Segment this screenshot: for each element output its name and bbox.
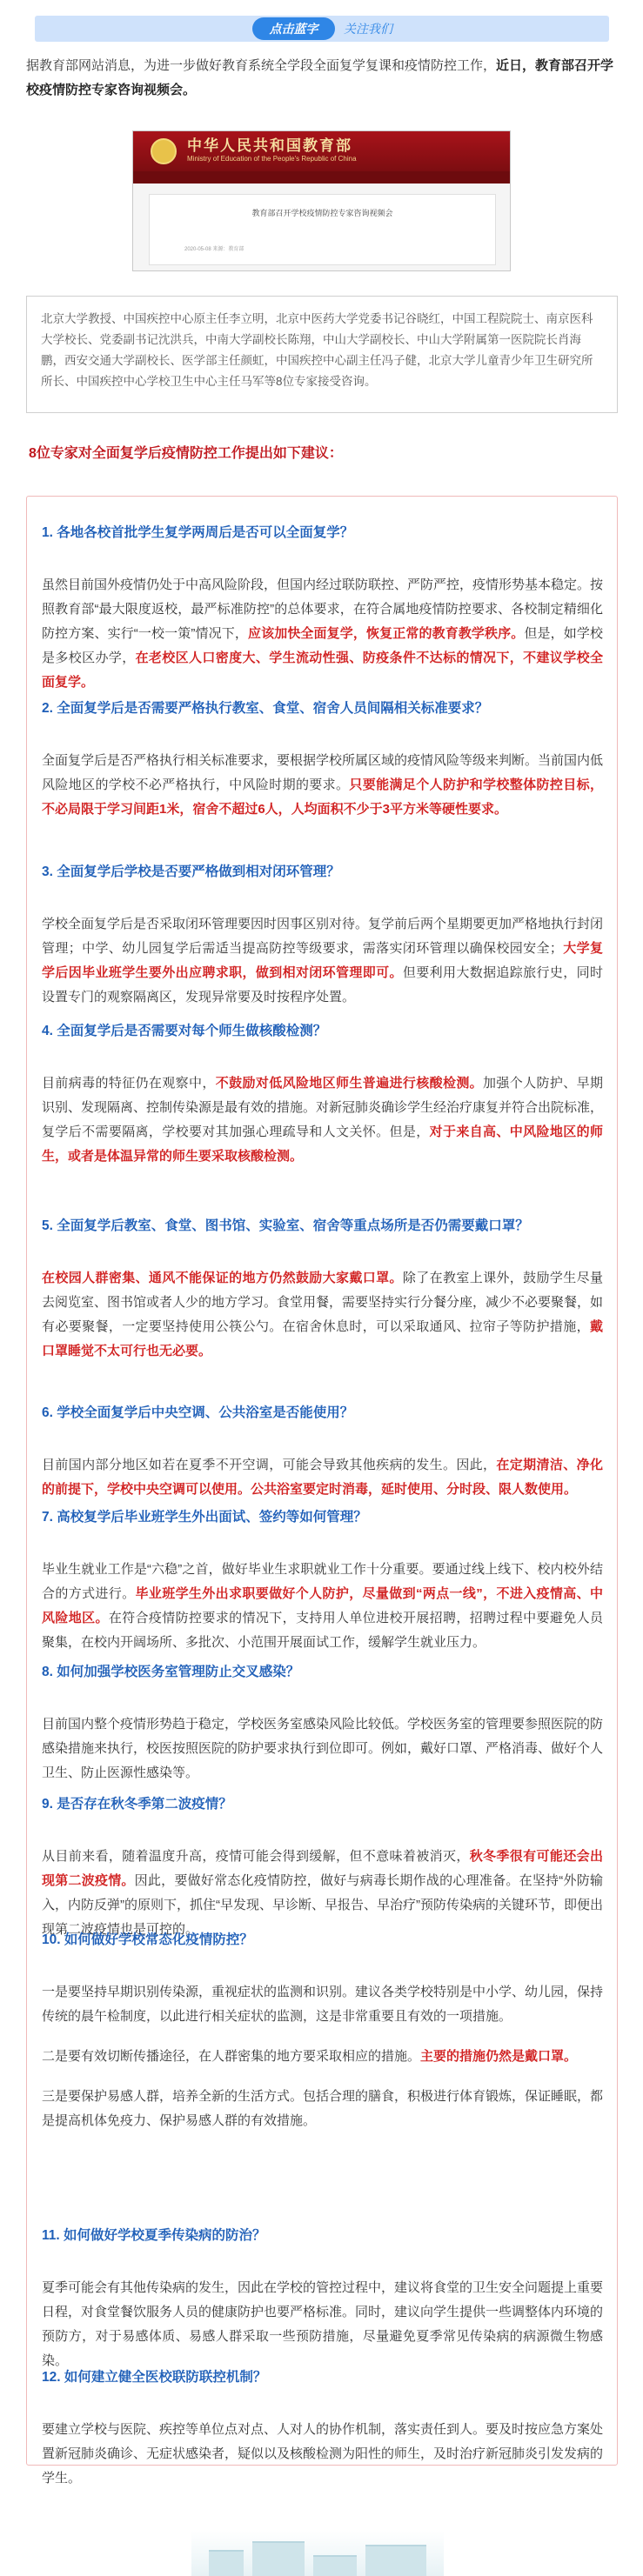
- answer-paragraph: [42, 912, 603, 1010]
- question-heading: 12. 如何建立健全医校联防联控机制？: [42, 2370, 267, 2385]
- answer-text: 三是要保护易感人群，培养全新的生活方式。包括合理的膳食，积极进行体育锻炼，保证睡眠，都是提高机体免疫力、保护易感人群的有效措施。: [42, 2089, 604, 2128]
- ministry-article-card: [149, 194, 496, 265]
- question-heading: 7. 高校复学后毕业班学生外出面试、签约等如何管理？: [42, 1510, 367, 1525]
- answer-paragraph: [42, 573, 603, 695]
- footer-building-4: [365, 2545, 426, 2576]
- question-heading: 5. 全面复学后教室、食堂、图书馆、实验室、宿舍等重点场所是否仍需要戴口罩？: [42, 1218, 529, 1233]
- question-heading: 9. 是否存在秋冬季第二波疫情？: [42, 1797, 232, 1812]
- question-heading: 8. 如何加强学校医务室管理防止交叉感染？: [42, 1665, 300, 1679]
- answer-paragraph: [42, 1980, 603, 2133]
- answer-paragraph: [42, 1453, 603, 1502]
- answer-paragraph: [42, 2418, 603, 2491]
- answer-text: 学校全面复学后是否采取闭环管理要因时因事区别对待。复学前后两个星期要更加严格地执行封闭管理；中学、幼儿园复学后需适当提高防控等级要求，需落实闭环管理以确保校园安全；: [42, 917, 604, 956]
- highlighted-text: 在定期清洁、净化的前提下，学校中央空调可以使用。公共浴室要定时消毒，延时使用、分时段、限人数使用。: [42, 1458, 603, 1497]
- answer-text: 目前病毒的特征仍在观察中，: [42, 1076, 216, 1091]
- experts-text: 北京大学教授、中国疾控中心原主任李立明，北京中医药大学党委书记谷晓红，中国工程院院士、南京医科大学校长、党委副书记沈洪兵，中南大学副校长陈翔，中山大学副校长、中山大学附属第一医院院长肖海鹏，西安交通大学副校长、医学部主任颜虹，中国疾控中心副主任冯子健，北京大学儿童青少年卫生研究所所长、中国疾控中心学校卫生中心主任马军等8位专家接受咨询。: [41, 312, 593, 388]
- question-heading: 11. 如何做好学校夏季传染病的防治？: [42, 2228, 266, 2243]
- answer-text: 要建立学校与医院、疾控等单位点对点、人对人的协作机制，落实责任到人。要及时按应急方案处置新冠肺炎确诊、无症状感染者，疑似以及核酸检测为阳性的师生，及时治疗新冠肺炎引发发病的学生。: [42, 2422, 604, 2486]
- ministry-article-meta: 2020-05-08 来源：教育部: [184, 247, 244, 252]
- answer-paragraph: [42, 1558, 603, 1655]
- qa-container: [26, 496, 618, 2486]
- highlighted-text: 秋冬季很有可能还会出现第二波疫情。: [42, 1849, 603, 1888]
- answer-paragraph: [42, 1266, 603, 1364]
- answer-paragraph: [42, 749, 603, 822]
- intro-bold-text: 近日，教育部召开学校疫情防控专家咨询视频会。: [26, 58, 614, 97]
- highlighted-text: 毕业班学生外出求职要做好个人防护，尽量做到“两点一线”，不进入疫情高、中风险地区。: [42, 1586, 603, 1625]
- answer-text: 但要利用大数据追踪旅行史，同时设置专门的观察隔离区，发现异常要及时按程序处置。: [42, 965, 603, 1004]
- highlighted-text: 主要的措施仍然是戴口罩。: [420, 2049, 578, 2064]
- answer-paragraph: [42, 1071, 603, 1169]
- highlighted-text: 应该加快全面复学，恢复正常的教育教学秩序。: [247, 626, 525, 641]
- question-heading: 3. 全面复学后学校是否要严格做到相对闭环管理？: [42, 864, 340, 879]
- national-emblem-icon: [151, 138, 177, 164]
- answer-text: 目前国内整个疫情形势趋于稳定，学校医务室感染风险比较低。学校医务室的管理要参照医院的防感染措施来执行，校医按照医院的防护要求执行到位即可。例如，戴好口罩、严格消毒、做好个人卫生、防止医源性感染等。: [42, 1717, 604, 1780]
- ministry-nav-bar: [133, 171, 510, 184]
- question-heading: 1. 各地各校首批学生复学两周后是否可以全面复学？: [42, 525, 354, 540]
- intro-text: 据教育部网站消息，为进一步做好教育系统全学段全面复学复课和疫情防控工作，: [26, 58, 497, 73]
- question-heading: 6. 学校全面复学后中央空调、公共浴室是否能使用？: [42, 1405, 354, 1420]
- question-heading: 4. 全面复学后是否需要对每个师生做核酸检测？: [42, 1024, 327, 1038]
- ministry-english-name: Ministry of Education of the People's Republic of China: [187, 155, 357, 163]
- highlighted-text: 不鼓励对低风险地区师生普遍进行核酸检测。: [215, 1076, 484, 1091]
- footer-building-1: [209, 2550, 244, 2576]
- highlighted-text: 大学复学后因毕业班学生要外出应聘求职，做到相对闭环管理即可。: [42, 941, 603, 980]
- answer-text: 因此，要做好常态化疫情防控，做好与病毒长期作战的心理准备。在坚持“外防输入，内防反弹”的原则下，抓住“早发现、早诊断、早报告、早治疗”预防传染病的关键环节，即便出现第二波疫情也是可控的。: [42, 1873, 603, 1937]
- paragraph-break: [42, 2029, 603, 2045]
- answer-text: 夏季可能会有其他传染病的发生，因此在学校的管控过程中，建议将食堂的卫生安全问题提上重要日程，对食堂餐饮服务人员的健康防护也要严格标准。同时，建议向学生提供一些调整体内环境的预防方，对于易感体质、易感人群采取一些预防措施，尽量避免夏季常见传染病的病源微生物感染。: [42, 2280, 604, 2368]
- follow-banner[interactable]: [35, 16, 609, 42]
- highlighted-text: 只要能满足个人防护和学校整体防控目标，不必局限于学习间距1米，宿舍不超过6人，人均面积不少于3平方米等硬性要求。: [42, 777, 603, 817]
- answer-paragraph: [42, 1712, 603, 1785]
- experts-quote-box: [26, 296, 618, 413]
- ministry-name: 中华人民共和国教育部: [187, 137, 352, 154]
- footer-building-3: [313, 2555, 357, 2576]
- ministry-website-screenshot: [132, 130, 511, 271]
- answer-text: 除了在教室上课外，鼓励学生尽量去阅览室、图书馆或者人少的地方学习。食堂用餐，需要坚持实行分餐分座，减少不必要聚餐，如有必要聚餐，一定要坚持使用公筷公勺。在宿舍休息时，可以采取通风、拉帘子等防护措施，: [42, 1271, 604, 1334]
- answer-text: 一是要坚持早期识别传染源，重视症状的监测和识别。建议各类学校特别是中小学、幼儿园，保持传统的晨午检制度，以此进行相关症状的监测，这是非常重要且有效的一项措施。: [42, 1985, 604, 2024]
- highlighted-text: 戴口罩睡觉不太可行也无必要。: [42, 1319, 603, 1358]
- paragraph-break: [42, 2069, 603, 2085]
- answer-text: 在符合疫情防控要求的情况下，支持用人单位进校开展招聘，招聘过程中要避免人员聚集，在校内开阔场所、多批次、小范围开展面试工作，缓解学生就业压力。: [42, 1611, 603, 1650]
- answer-text: 虽然目前国外疫情仍处于中高风险阶段，但国内经过联防联控、严防严控，疫情形势基本稳定。按照教育部“最大限度返校，最严标准防控”的总体要求，在符合属地疫情防控要求、各校制定精细化防控方案、实行“一校一策”情况下，: [42, 577, 604, 641]
- follow-us-label[interactable]: 关注我们: [344, 22, 392, 36]
- section-title: 8位专家对全面复学后疫情防控工作提出如下建议：: [29, 446, 343, 461]
- answer-text: 毕业生就业工作是“六稳”之首，做好毕业生求职就业工作十分重要。要通过线上线下、校内校外结合的方式进行。: [42, 1562, 603, 1601]
- answer-text: 二是要有效切断传播途径，在人群密集的地方要采取相应的措施。: [42, 2049, 421, 2064]
- intro-paragraph: [26, 54, 626, 103]
- ministry-header: [133, 131, 510, 171]
- footer-decoration: [0, 2513, 643, 2576]
- highlighted-text: 在老校区人口密度大、学生流动性强、防疫条件不达标的情况下，不建议学校全面复学。: [42, 651, 603, 690]
- answer-text: 加强个人防护、早期识别、发现隔离、控制传染源是最有效的措施。对新冠肺炎确诊学生经治疗康复并符合出院标准，复学后不需要隔离，学校要对其加强心理疏导和人文关怀。但是，: [42, 1076, 604, 1139]
- answer-text: 目前国内部分地区如若在夏季不开空调，可能会导致其他疾病的发生。因此，: [42, 1458, 497, 1472]
- footer-building-2: [252, 2541, 305, 2576]
- answer-text: 全面复学后是否严格执行相关标准要求，要根据学校所属区域的疫情风险等级来判断。当前国内低风险地区的学校不必严格执行，中风险时期的要求。: [42, 753, 604, 792]
- question-heading: 10. 如何做好学校常态化疫情防控？: [42, 1932, 253, 1947]
- click-blue-text-label[interactable]: 点击蓝字: [252, 17, 335, 40]
- highlighted-text: 对于来自高、中风险地区的师生，或者是体温异常的师生要采取核酸检测。: [42, 1124, 603, 1164]
- answer-text: 从目前来看，随着温度升高，疫情可能会得到缓解，但不意味着被消灭，: [42, 1849, 470, 1864]
- highlighted-text: 在校园人群密集、通风不能保证的地方仍然鼓励大家戴口罩。: [42, 1271, 403, 1285]
- answer-text: 但是，如学校是多校区办学，: [42, 626, 603, 665]
- answer-paragraph: [42, 2276, 603, 2373]
- ministry-article-title: 教育部召开学校疫情防控专家咨询视频会: [251, 209, 393, 217]
- question-heading: 2. 全面复学后是否需要严格执行教室、食堂、宿舍人员间隔相关标准要求？: [42, 701, 489, 716]
